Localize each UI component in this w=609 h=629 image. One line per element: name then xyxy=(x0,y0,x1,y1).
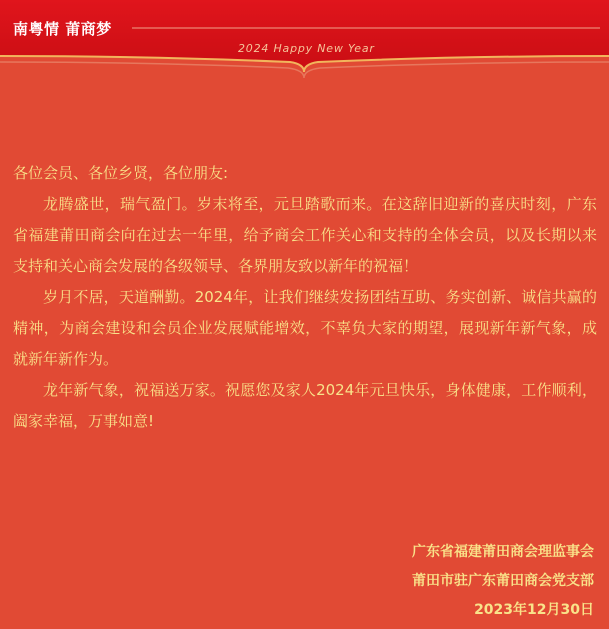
signature-org-1: 广东省福建莆田商会理监事会 xyxy=(412,544,594,560)
letter-paragraph-1: 龙腾盛世，瑞气盈门。岁末将至，元旦踏歌而来。在这辞旧迎新的喜庆时刻，广东省福建莆田商会向在过去一年里，给予商会工作关心和支持的全体会员，以及长期以来支持和关心商会发展的各级领导、各界朋友致以新年的祝福！ xyxy=(13,195,597,275)
header-banner xyxy=(0,0,609,80)
signature-date: 2023年12月30日 xyxy=(474,602,594,618)
header-subtitle: 2024 Happy New Year xyxy=(238,42,375,55)
letter-body xyxy=(13,158,597,437)
signature-org-2: 莆田市驻广东莆田商会党支部 xyxy=(412,573,594,589)
header-ribbon-graphic xyxy=(0,0,609,80)
header-title: 南粤情 莆商梦 xyxy=(13,20,112,38)
letter-paragraph-3: 龙年新气象，祝福送万家。祝愿您及家人2024年元旦快乐，身体健康，工作顺利，阖家幸福，万事如意! xyxy=(13,381,597,430)
signature-block xyxy=(412,538,594,625)
letter-greeting: 各位会员、各位乡贤，各位朋友: xyxy=(13,164,229,182)
letter-paragraph-2: 岁月不居，天道酬勤。2024年，让我们继续发扬团结互助、务实创新、诚信共赢的精神，为商会建设和会员企业发展赋能增效，不辜负大家的期望，展现新年新气象，成就新年新作为。 xyxy=(13,288,597,368)
